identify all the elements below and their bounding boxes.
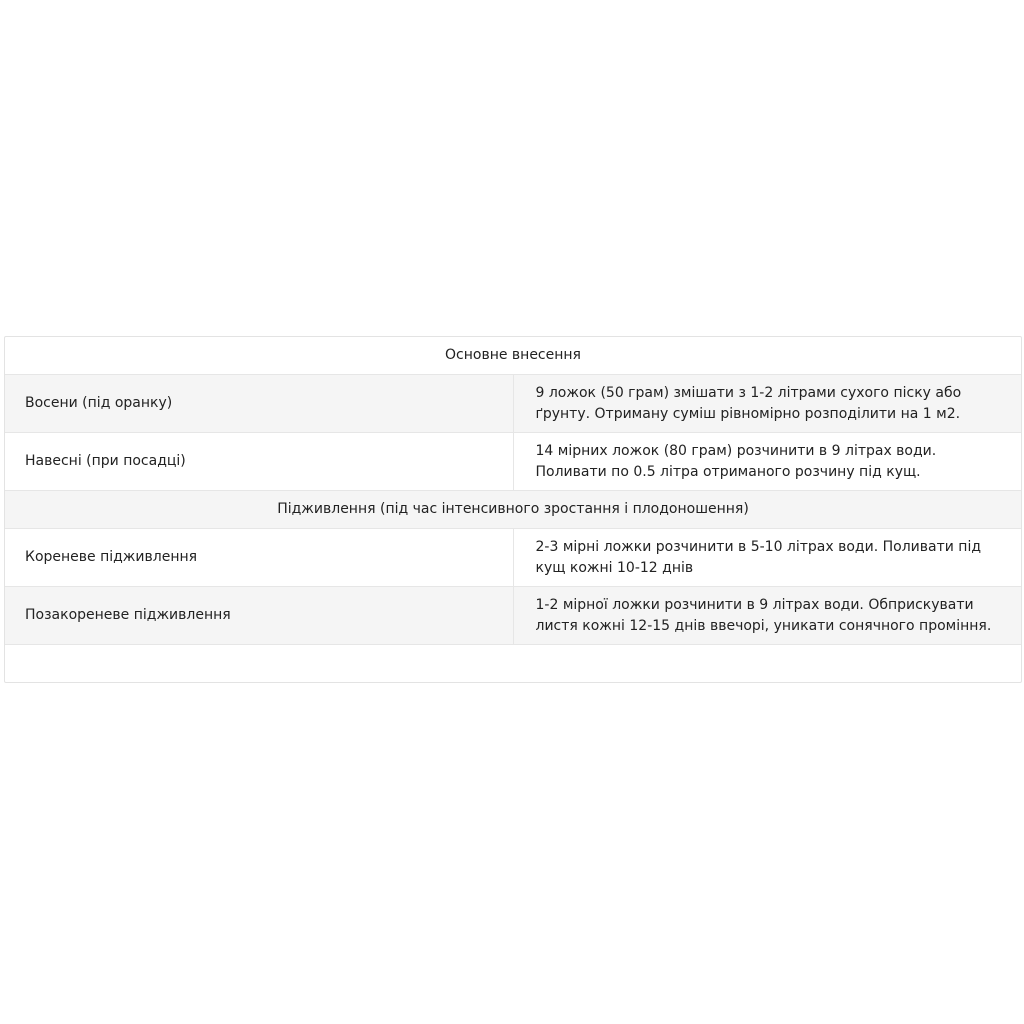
row-desc-autumn: 9 ложок (50 грам) змішати з 1-2 літрами сухого піску або ґрунту. Отриману суміш рівномірно розподілити на 1 м2. — [513, 375, 1021, 433]
row-label-foliar-feeding: Позакореневе підживлення — [5, 587, 513, 645]
row-desc-root-feeding: 2-3 мірні ложки розчинити в 5-10 літрах води. Поливати під кущ кожні 10-12 днів — [513, 529, 1021, 587]
row-label-autumn: Восени (під оранку) — [5, 375, 513, 433]
application-table — [5, 337, 1021, 682]
row-desc-foliar-feeding: 1-2 мірної ложки розчинити в 9 літрах води. Обприскувати листя кожні 12-15 днів ввечорі, уникати сонячного проміння. — [513, 587, 1021, 645]
table-row — [5, 375, 1021, 433]
row-label-root-feeding: Кореневе підживлення — [5, 529, 513, 587]
fertilizer-table — [4, 336, 1022, 683]
table-row — [5, 587, 1021, 645]
section-header-row — [5, 491, 1021, 529]
row-label-spring: Навесні (при посадці) — [5, 433, 513, 491]
empty-row — [5, 645, 1021, 683]
section-header-row — [5, 337, 1021, 375]
table-row — [5, 529, 1021, 587]
row-desc-spring: 14 мірних ложок (80 грам) розчинити в 9 літрах води. Поливати по 0.5 літра отриманого розчину під кущ. — [513, 433, 1021, 491]
section-title-main-application: Основне внесення — [445, 347, 581, 363]
empty-cell — [5, 645, 1021, 683]
section-title-feeding: Підживлення (під час інтенсивного зростання і плодоношення) — [5, 491, 1021, 529]
table-row — [5, 433, 1021, 491]
